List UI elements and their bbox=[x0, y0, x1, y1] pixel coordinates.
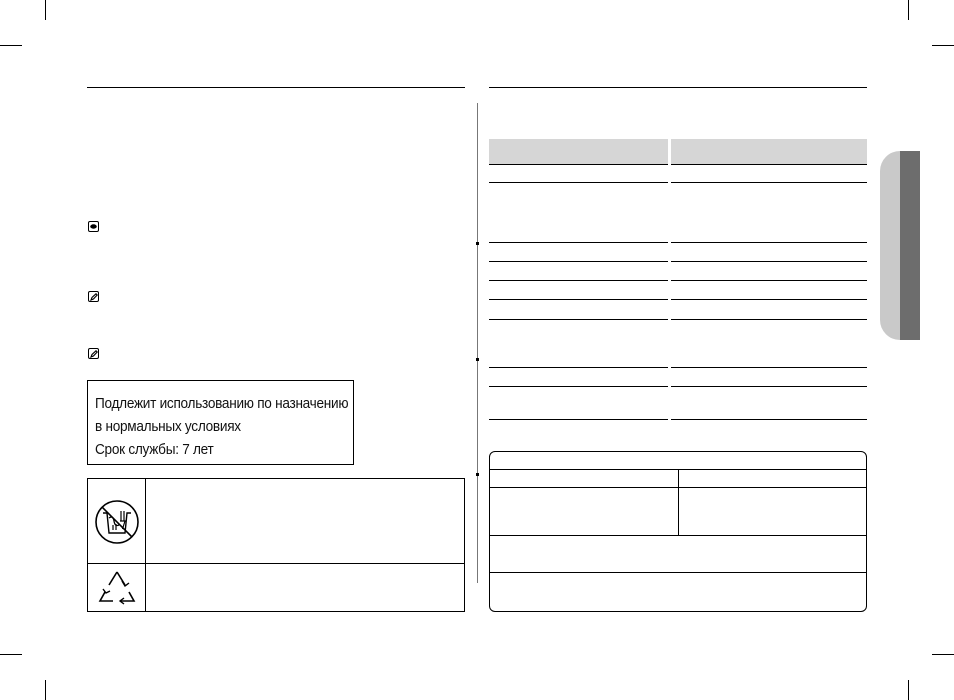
crop-mark bbox=[0, 45, 22, 46]
crop-mark bbox=[908, 680, 909, 700]
symbols-table bbox=[87, 478, 465, 612]
no-dishwasher-icon bbox=[94, 499, 140, 545]
memo-icon bbox=[88, 221, 99, 232]
recycle-icon bbox=[96, 567, 138, 609]
service-life-notice bbox=[87, 380, 354, 465]
notice-line-2: в нормальных условиях bbox=[95, 418, 241, 435]
crop-mark bbox=[45, 680, 46, 700]
right-header-rule bbox=[489, 87, 867, 88]
left-header-rule bbox=[87, 87, 465, 88]
spec-header-cell bbox=[489, 139, 668, 164]
notice-line-1: Подлежит использованию по назначению bbox=[95, 395, 349, 412]
crop-mark bbox=[45, 0, 46, 20]
notice-line-3: Срок службы: 7 лет bbox=[95, 441, 214, 458]
crop-mark bbox=[908, 0, 909, 20]
crop-mark bbox=[932, 45, 954, 46]
fold-mark bbox=[476, 473, 479, 476]
spec-header-cell bbox=[671, 139, 867, 164]
note-pencil-icon bbox=[88, 291, 99, 302]
note-pencil-icon bbox=[88, 348, 99, 359]
section-side-tab bbox=[880, 151, 920, 340]
center-fold-line bbox=[477, 103, 478, 583]
fold-mark bbox=[476, 358, 479, 361]
manufacturer-info-box bbox=[489, 451, 867, 612]
fold-mark bbox=[476, 242, 479, 245]
crop-mark bbox=[0, 654, 22, 655]
crop-mark bbox=[932, 654, 954, 655]
